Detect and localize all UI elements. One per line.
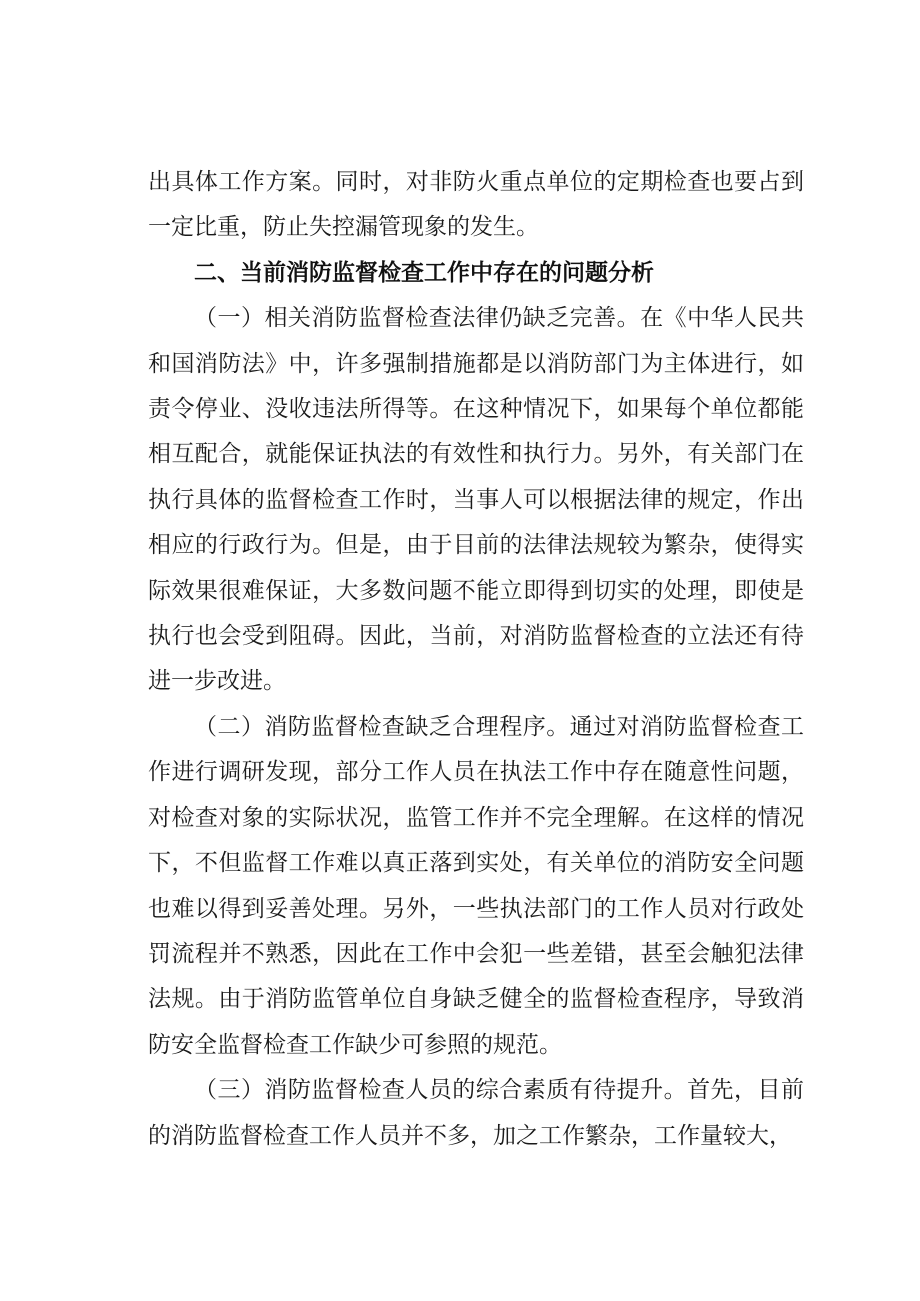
document-body [148,160,804,1159]
continued-paragraph: 出具体工作方案。同时，对非防火重点单位的定期检查也要占到一定比重，防止失控漏管现象的发生。 [148,169,804,241]
section-heading: 二、当前消防监督检查工作中存在的问题分析 [194,259,654,286]
paragraph-one: （一）相关消防监督检查法律仍缺乏完善。在《中华人民共和国消防法》中，许多强制措施都是以消防部门为主体进行，如责令停业、没收违法所得等。在这种情况下，如果每个单位都能相互配合，就能保证执法的有效性和执行力。另外，有关部门在执行具体的监督检查工作时，当事人可以根据法律的规定，作出相应的行政行为。但是，由于目前的法律法规较为繁杂，使得实际效果很难保证，大多数问题不能立即得到切实的处理，即使是执行也会受到阻碍。因此，当前，对消防监督检查的立法还有待进一步改进。 [148,305,804,695]
paragraph-two: （二）消防监督检查缺乏合理程序。通过对消防监督检查工作进行调研发现，部分工作人员在执法工作中存在随意性问题，对检查对象的实际状况，监管工作并不完全理解。在这样的情况下，不但监督工作难以真正落到实处，有关单位的消防安全问题也难以得到妥善处理。另外，一些执法部门的工作人员对行政处罚流程并不熟悉，因此在工作中会犯一些差错，甚至会触犯法律法规。由于消防监管单位自身缺乏健全的监督检查程序，导致消防安全监督检查工作缺少可参照的规范。 [148,713,804,1058]
paragraph-three: （三）消防监督检查人员的综合素质有待提升。首先，目前的消防监督检查工作人员并不多，加之工作繁杂，工作量较大， [148,1077,804,1149]
